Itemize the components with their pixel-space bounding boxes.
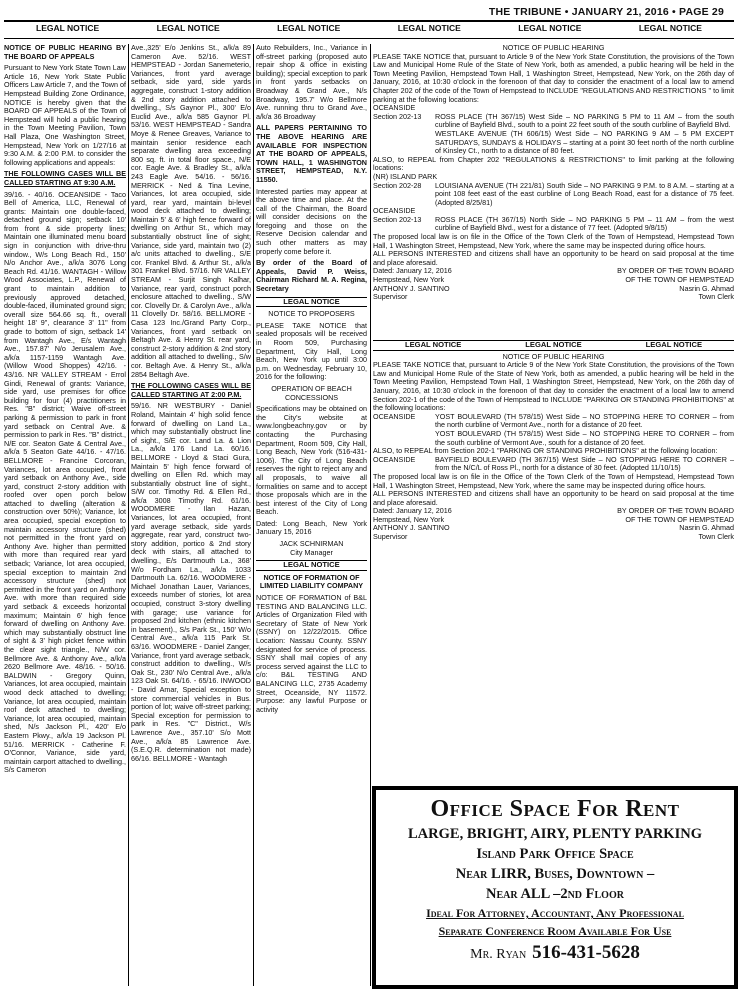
proposed-text: The proposed local law is on file in the Office of the Town Clerk of the Town of Hempstead, Hempstead Town Hall, 1 Washington Street, Hempstead, New York, where the same may be inspected during office hours. — [373, 232, 734, 250]
clerk-title: Town Clerk — [698, 532, 734, 542]
proposers-text: PLEASE TAKE NOTICE that sealed proposals will be received in Room 509, Purchasing Department, City Hall, Long Beach, New York up until 3:00 p.m. on Wednesday, February 10, 2016 for the following: — [256, 320, 367, 382]
clerk-name: Nasrin G. Ahmad — [679, 283, 734, 293]
llc-text: NOTICE OF FORMATION of B&L TESTING AND BALANCING LLC. Articles of Organization Filed with Secretary of State of New York (SSNY) on 12/22/2015. Office Location: Nassau County. SSNY designated for service of process. SSNY shall mail copies of any process served against the LLC to c/o: B&L TESTING AND BALANCING LLC, 2735 Academy Street, Oceanside, NY 11572. Purpose: any lawful Purpose or activity — [256, 593, 367, 714]
persons-text: ALL PERSONS INTERESTED and citizens shall have an opportunity to be heard on said proposal at the time and place aforesaid. — [373, 489, 734, 507]
ad-line: Separate Conference Room Available For Use — [438, 924, 672, 938]
ad-line: Ideal For Attorney, Accountant, Any Professional — [426, 906, 684, 920]
signer-name: JACK SCHNIRMAN — [279, 539, 344, 549]
llc-heading: NOTICE OF FORMATION OF LIMITED LIABILITY COMPANY — [259, 572, 364, 591]
place-line: Hempstead, New York — [373, 275, 445, 285]
column-head: LEGAL NOTICE — [397, 23, 461, 33]
legal-notice-heads — [373, 340, 734, 351]
proposers-heading: NOTICE TO PROPOSERS — [268, 309, 355, 319]
ad-contact — [376, 942, 734, 964]
contact-name: Mr. Ryan — [470, 947, 527, 962]
legal-notice-head: LEGAL NOTICE — [645, 340, 703, 349]
notice-title: NOTICE OF PUBLIC HEARING — [502, 44, 605, 52]
persons-text: ALL PERSONS INTERESTED and citizens shall have an opportunity to be heard on said proposal at the time and place aforesaid. — [373, 249, 734, 267]
legal-notice-head: LEGAL NOTICE — [256, 560, 367, 571]
column-head: LEGAL NOTICE — [156, 23, 220, 33]
ad-line: Island Park Office Space — [476, 846, 634, 862]
section-label — [373, 430, 435, 447]
supervisor-title: Supervisor — [373, 292, 408, 302]
order-line: OF THE TOWN OF HEMPSTEAD — [625, 275, 734, 285]
cases-list: 59/16. NR WESTBURY - Daniel Roland, Maintain 4' high solid fence forward of dwelling on Land La., which may substantially obstruct line of sight., S/E cor. Land La. & Lion La., a/k/a 176 Land La. 60/16. BELLMORE - Lloyd & Staci Gura, Maintain 5' high fence forward of dwelling on Ellen Rd. which may substantially obstruct line of sight., S/W cor. Timothy Rd. & Ellen Rd., a/k/a 3008 Timothy Rd. 61/16. WOODMERE - Ilan Hazan, Variances, lot area occupied, front yard average setback, side yards aggregate, rear yard, construct two-story addition, portico & 2nd story deck with stairs, all attached to dwelling., E/s Dartmouth La., 368' W/o Fordham La., a/k/a 1033 Dartmouth La. 62/16. WOODMERE - Michael Jonathan Lauer, Variances, exceeds number of stories, lot area occupied, construct 3-story dwelling with garage; use variance for proposed 2nd kitchen (ethnic kitchen in basement)., S/s Park St., 150' W/o Central Ave., a/k/a 115 Park St. 63/16. WOODMERE - Daniel Zanger, Variance, front yard average setback, construct addition to dwelling., W/s Oak St., 230' N/o Central Ave., a/k/a 123 Oak St. 64/16. - 65/16. INWOOD - David Amar, Special exception to store commercial vehicles in Bus. portion of lot; waive off-street parking; Special exception for permission to park in Res. "C" District., W/s Lawrence Ave., 357.10' S/o Mott Ave., a/k/a 85 Lawrence Ave. (S.E.Q.R. determination not made) 66/16. BELLMORE - Wantagh — [131, 401, 251, 763]
place-line: Hempstead, New York — [373, 514, 445, 524]
ad-title: Office Space For Rent — [430, 796, 680, 822]
order-line: OF THE TOWN OF HEMPSTEAD — [625, 514, 734, 524]
section-row — [373, 456, 734, 473]
section-text: YOST BOULEVARD (TH 578/15) West Side – NO STOPPING HERE TO CORNER – from the south curbline of Vermont Ave., south for a distance of 20 feet. — [435, 428, 734, 447]
legal-notice-head: LEGAL NOTICE — [256, 297, 367, 308]
cases-list: Ave.,325' E/o Jenkins St., a/k/a 89 Cameron Ave. 52/16. WEST HEMPSTEAD - Jordan Sanemeterio, Variances, front yard average setback, side yard, side yards aggregate, construct 1-story addition & 2nd story addition attached to dwelling., S/s Gaynor Pl., 300' E/o Euclid Ave., a/k/a 585 Gaynor Pl. 53/16. WEST HEMPSTEAD - Sandra Moye & Renee Greaves, Variance to maintain senior residence each separate dwelling area exceeding 800 sq. ft. in total floor space., N/E cor. Eagle Ave. & Bradley St., a/k/a 243 Eagle Ave. 54/16. - 56/16. MERRICK - Ned & Tina Levine, Variances, lot area occupied, side yard, rear yard, maintain bi-level wood deck attached to dwelling; Maintain 5' & 6' high fence forward of dwelling on Arthur St., which may substantially obstruct line of sight; Variance, side yard, maintain two (2) a/c units attached to dwelling., S/E cor. Frankel Blvd. & Arthur St., a/k/a 301 Frankel Blvd. 57/16. NR VALLEY STREAM - Surjit Singh Kalhar, Variance, rear yard, construct porch enclosure attached to dwelling., S/W cor. Clovelly Dr. & Carolyn Ave., a/k/a 11 Clovelly Dr. 58/16. BELLMORE - Casa 123 Inc./Grand Party Corp., Variances, front yard setback on Beltagh Ave. & Henry St. rear yard, construct 2-story addition & 2nd story addition all attached to dwelling., S/w cor. Beltagh Ave. & Henry St., a/k/a 2854 Beltagh Ave. — [131, 44, 251, 379]
cases-start-morning: THE FOLLOWING CASES WILL BE CALLED STARTING AT 9:30 A.M. — [4, 169, 126, 187]
signature-row — [373, 524, 734, 533]
section-text: YOST BOULEVARD (TH 578/15) West Side – NO STOPPING HERE TO CORNER – from the north curbline of Vermont Ave., north for a distance of 20 feet. — [435, 411, 734, 430]
notice-intro: Pursuant to New York State Town Law Article 16, New York State Public Officers Law Article 7, and the Town of Hempstead Building Zone Ordinance, NOTICE is hereby given that the BOARD OF APPEALS of the Town of Hempstead will hold a public hearing in the Town Meeting Pavilion, Town Hall Plaza, One Washington Street, Hempstead, New York on 1/27/16 at 9:30 A.M. & 2:00 P.M. to consider the following applications and appeals: — [4, 63, 126, 167]
legal-notice-head: LEGAL NOTICE — [525, 340, 582, 349]
section-row — [373, 216, 734, 233]
section-text: ROSS PLACE (TH 367/15) West Side – NO PARKING 5 PM to 11 AM – from the south curbline of Bayfield Blvd., south to a point 22 feet south of the south curbline of Bayfield Blvd. — [435, 111, 734, 130]
notice-body: PLEASE TAKE NOTICE that, pursuant to Article 9 of the New York State Constitution, the provisions of the Town Law and Municipal Home Rule of the State of New York, both as amended, a public hearing will be held in the Town Meeting Pavilion, Hempstead Town Hall, 1 Washington Street, Hempstead, New York, on the 26th day of January, 2016, at 10:30 o'clock in the forenoon of that day to consider the enactment of a local law to amend Chapter 202 of the code of the Town of Hempstead to INCLUDE "REGULATIONS AND RESTRICTIONS " to limit parking at the following locations: — [373, 51, 734, 104]
column-cases-continued — [131, 44, 251, 988]
signature-row — [373, 533, 734, 542]
cases-list: 39/16. - 40/16. OCEANSIDE - Taco Bell of America, LLC, Renewal of grants: Maintain one double-faced, detached ground sign; setback 10' from front & side property lines; Maintain one illuminated menu board sign in conjunction with drive-thru window., W/s Long Beach Rd., 150' N/o Anchor Ave., a/k/a 3076 Long Beach Rd. 41/16. WANTAGH - Willow Wood Associates, L.P., Renewal of grant to maintain addition to previously approved detached, double-faced, illuminated ground sign; overall size 564.66 sq. ft., overall height 18' 9", clearance 3' 11" from grade to bottom of sign, setback 14' from Wantagh Ave., E/s Wantagh Ave., 157.87' N/o Jerusalem Ave., a/k/a 1157-1159 Wantagh Ave. (Willow Wood Shoppes) 42/16. - 43/16. NR VALLEY STREAM - Errol Gindi, Renewal of grants: Variance, side yard, use premises for office building for four (4) practitioners in Res. "B" district; Waive off-street parking & permission to park in front yard setback on Central Ave. & permission to park in Res. "B" district., N/E cor. Seaton Gate & Central Ave., a/k/a 5 Seaton Gate 44/16. - 47/16. BELLMORE - Francine Corcoran, Variances, lot area occupied, front yard setback on Anthony Ave., side yard, construct 2-story addition with roofed over open porch below attached to dwelling (alteration & construction over 50%); Variance, lot area occupied, special exception to maintain accessory structure (shed) not permitted in the front yard on Anthony Ave. higher than permitted with more than required rear yard setback; Variance, lot area occupied, special exception to maintain 2nd accessory structure (shed) not permitted in the front yard on Anthony Ave. with more than required side yard setback & exceeds horizontal maximum; Maintain 6' high fence forward of dwelling on Anthony Ave. which may substantially obstruct line of sight & 3' high picket fence within the clear sight triangle., N/W cor. Bellmore Ave. & Anthony Ave., a/k/a 2620 Bellmore Ave. 48/16. - 50/16. BALDWIN - Gregory Quinn, Variances, lot area occupied, maintain wood deck attached to dwelling; Variance, lot area occupied, maintain roof deck attached to dwelling; Variance, lot area occupied, maintain shed, N/s Jackson Pl., 420' E/o Eastern Pkwy., a/k/a 19 Jackson Pl. 51/16. MERRICK - Catherine F. O'Connor, Variance, side yard, maintain carport attached to dwelling., S/s Cameron — [4, 189, 126, 775]
supervisor-name: ANTHONY J. SANTINO — [373, 523, 450, 533]
section-label: Section 202-28 — [373, 180, 422, 190]
column-divider — [128, 44, 129, 986]
column-head: LEGAL NOTICE — [518, 23, 582, 33]
section-text: ROSS PLACE (TH 367/15) North Side – NO PARKING 5 PM – 11 AM – from the west curbline of Bayfield Blvd., west for a distance of 77 feet. (Adopted 9/8/15) — [435, 214, 734, 233]
section-text: WESTLAKE AVENUE (TH 606/15) West Side – NO PARKING 9 AM – 5 PM EXCEPT SATURDAYS, SUNDAYS & HOLIDAYS – starting at a point 30 feet north of the north curbline of Kinsley Ct., north to a distance of 80 feet. — [435, 128, 734, 156]
legal-notice-head: LEGAL NOTICE — [404, 340, 462, 349]
repeal-text: ALSO, to REPEAL from Section 202-1 "PARKING OR STANDING PROHIBITIONS" at the following location: — [373, 446, 718, 456]
signer-title: City Manager — [290, 547, 333, 557]
column-divider — [253, 44, 254, 986]
ad-line: LARGE, BRIGHT, AIRY, PLENTY PARKING — [408, 826, 702, 842]
page-header: THE TRIBUNE • JANUARY 21, 2016 • PAGE 29 — [488, 6, 724, 18]
order-line: BY ORDER OF THE TOWN BOARD — [617, 266, 734, 276]
notice-title: NOTICE OF PUBLIC HEARING — [502, 351, 605, 361]
section-row — [373, 130, 734, 156]
section-text: LOUISIANA AVENUE (TH 221/81) South Side – NO PARKING 9 P.M. to 8 A.M. – starting at a point 108 feet east of the east curbline of Long Beach Road, east for a distance of 75 feet. (Adopted 8/25/81) — [435, 180, 734, 207]
section-label: Section 202-13 — [373, 214, 422, 224]
signature-row — [373, 293, 734, 302]
dated-line: Dated: January 12, 2016 — [373, 506, 452, 516]
section-text: BAYFIELD BOULEVARD (TH 367/15) West Side – NO STOPPING HERE TO CORNER – from the N/C/L of Ross Pl., north for a distance of 30 feet. (Adopted 11/10/15) — [435, 454, 734, 473]
top-rule — [4, 20, 734, 22]
order-line: BY ORDER OF THE TOWN BOARD — [617, 506, 734, 516]
supervisor-title: Supervisor — [373, 532, 408, 542]
heads-rule — [4, 38, 734, 39]
section-row — [373, 413, 734, 430]
section-row — [373, 182, 734, 208]
signature-row — [373, 285, 734, 294]
section-label: OCEANSIDE — [373, 411, 416, 421]
proposed-text: The proposed local law is on file in the Office of the Town Clerk of the Town of Hempstead, Hempstead Town Hall, 1 Washington Street, Hempstead, New York, where the same may be inspected during office hours. — [373, 471, 734, 490]
place-label: OCEANSIDE — [373, 206, 416, 216]
specs-text: Specifications may be obtained on the City's website at www.longbeachny.gov or by contacting the Purchasing Department, Room 509, City Hall, Long Beach, New York (516-431-1006). The City of Long Beach reserves the right to reject any and all proposals, to waive all formalities on same and to accept those proposals which are in the best interest of the City of Long Beach. — [256, 404, 367, 517]
operation-heading: OPERATION OF BEACH CONCESSIONS — [271, 383, 352, 402]
dated-line: Dated: January 12, 2016 — [373, 266, 452, 276]
column-divider — [370, 44, 371, 986]
public-hearing-notice-2 — [373, 340, 734, 542]
place-label: (NR) ISLAND PARK — [373, 171, 438, 181]
supervisor-name: ANTHONY J. SANTINO — [373, 283, 450, 293]
column-head: LEGAL NOTICE — [36, 23, 100, 33]
column-board-of-appeals — [4, 44, 126, 988]
notice-heading: NOTICE OF PUBLIC HEARING BY THE BOARD OF APPEALS — [4, 44, 126, 61]
hearing-text: Interested parties may appear at the above time and place. At the call of the Chairman, the Board will consider decisions on the foregoing and those on the Reserve Decision calendar and such other matters as may properly come before it. — [256, 186, 367, 256]
dated-line: Dated: Long Beach, New York January 15, 2016 — [256, 518, 367, 537]
section-row — [373, 430, 734, 447]
column-misc-notices — [256, 44, 367, 988]
column-head: LEGAL NOTICE — [277, 23, 341, 33]
office-space-ad — [372, 786, 738, 989]
repeal-text: ALSO, to REPEAL from Chapter 202 "REGULATIONS & RESTRICTIONS" to limit parking at the following locations: — [373, 154, 734, 173]
column-head: LEGAL NOTICE — [638, 23, 702, 33]
column-heads — [4, 23, 734, 35]
ad-line: Near ALL –2nd Floor — [486, 886, 624, 902]
section-label: Section 202-13 — [373, 111, 422, 121]
board-order: By order of the Board of Appeals, David P. Weiss, Chairman Richard M. A. Regina, Secretary — [256, 258, 367, 294]
phone-number: 516-431-5628 — [532, 942, 640, 963]
ad-line: Near LIRR, Buses, Downtown – — [455, 866, 655, 882]
clerk-name: Nasrin G. Ahmad — [679, 523, 734, 533]
cases-list: Auto Rebuilders, Inc., Variance in off-street parking (proposed auto repair shop & office in existing building); special exception to park in front yards setbacks on Broadway & Grand Ave., N/s Broadway, 195.7' W/o Bellmore Ave. running thru to Grand Ave., a/k/a 36 Broadway — [256, 44, 367, 121]
papers-notice: ALL PAPERS PERTAINING TO THE ABOVE HEARING ARE AVAILABLE FOR INSPECTION AT THE BOARD OF APPEALS, TOWN HALL, 1 WASHINGTON STREET, HEMPSTEAD, N.Y. 11550. — [256, 123, 367, 184]
notice-body: PLEASE TAKE NOTICE that, pursuant to Article 9 of the New York State Constitution, the provisions of the Town Law and Municipal Home Rule of the State of New York, both as amended, a public hearing will be held in the Town Meeting Pavilion, Hempstead Town Hall, 1 Washington Street, Hempstead, New York, on the 26th day of January, 2016, at 10:30 o'clock in the forenoon of that day to consider the enactment of a local law to amend Section 202-1 of the code of the Town of Hempstead to INCLUDE "PARKING OR STANDING PROHIBITIONS" at the following locations: — [373, 360, 734, 413]
place-label: OCEANSIDE — [373, 103, 416, 113]
section-label — [373, 130, 435, 156]
section-label: OCEANSIDE — [373, 454, 416, 464]
clerk-title: Town Clerk — [698, 292, 734, 302]
cases-start-afternoon: THE FOLLOWING CASES WILL BE CALLED STARTING AT 2:00 P.M. — [131, 381, 251, 399]
section-row — [373, 113, 734, 130]
